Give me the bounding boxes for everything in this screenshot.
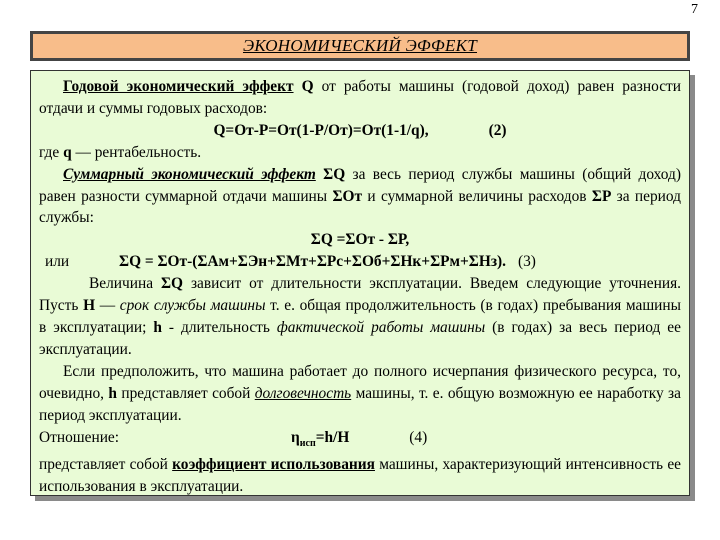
ratio-label: Отношение:	[39, 428, 120, 446]
term-annual-effect: Годовой экономический эффект	[63, 78, 294, 95]
term-utilization-coefficient: коэффициент использования	[172, 456, 375, 474]
term-service-life: срок службы машины	[119, 297, 266, 315]
text-fragment: т. е. общая продолжительность (в годах) пребывания машины в эксплуатации;	[39, 297, 681, 336]
formula-number: (4)	[409, 428, 428, 446]
text-fragment: представляет собой	[116, 384, 255, 402]
text-fragment: Если предположить, что машина работает до полного исчерпания физического ресурса, то, очевидно,	[39, 362, 681, 402]
symbol-h-upper: Н	[83, 297, 96, 315]
text-fragment: - длительность	[161, 318, 277, 336]
text-fragment: и суммарной величины расходов	[362, 187, 592, 205]
text-fragment: машины, т. е. общую возможную ее наработку за период эксплуатации.	[39, 384, 681, 424]
formula-or: или	[45, 253, 70, 271]
text-fragment: Величина	[89, 275, 161, 293]
symbol-sum-r: ΣР	[591, 187, 612, 205]
slide-title: ЭКОНОМИЧЕСКИЙ ЭФФЕКТ	[242, 36, 478, 55]
paragraph-duration	[39, 273, 681, 361]
text-fragment: — рентабельность.	[71, 143, 202, 161]
formula-number: (2)	[488, 121, 507, 139]
text-fragment: представляет собой	[39, 456, 173, 474]
formula-text: ΣQ = ΣОт-(ΣАм+ΣЭн+ΣМт+ΣРс+ΣОб+ΣНк+ΣРм+ΣНз).	[119, 253, 506, 271]
formula-text: ΣQ =ΣОт - ΣР,	[310, 231, 410, 249]
paragraph-text: от работы машины (годовой доход) равен разности отдачи и суммы годовых расходов:	[39, 78, 681, 117]
text-fragment: зависит от длительности эксплуатации. Введем следующие уточнения. Пусть	[39, 275, 681, 315]
paragraph-utilization	[39, 454, 681, 498]
text-fragment: машины, характеризующий интенсивность ее использования в эксплуатации.	[39, 456, 681, 496]
text-fragment: за период службы:	[39, 187, 681, 227]
term-durability: долговечность	[254, 384, 352, 402]
formula-number: (3)	[517, 253, 536, 271]
formula-text: =h/H	[315, 428, 350, 446]
symbol-q-small: q	[63, 143, 72, 161]
paragraph-annual-effect	[39, 76, 681, 120]
formula-3	[39, 251, 681, 273]
formula-4	[39, 427, 681, 455]
text-fragment: (в годах) за весь период ее эксплуатации.	[39, 318, 681, 358]
paragraph-total-effect	[39, 164, 681, 230]
symbol-h-lower: h	[153, 318, 162, 336]
formula-sum	[39, 229, 681, 251]
symbol-sum-q: ΣQ	[323, 165, 346, 183]
text-fragment: где	[39, 143, 64, 161]
paragraph-where	[39, 142, 681, 164]
text-fragment: —	[95, 297, 120, 315]
symbol-eta: η	[291, 428, 300, 446]
content-box	[30, 70, 690, 496]
symbol-sum-ot: ΣОт	[332, 187, 363, 205]
symbol-subscript: исп	[299, 437, 316, 449]
text-fragment: за весь период службы машины (общий доход) равен разности суммарной отдачи машины	[39, 165, 681, 205]
formula-2	[39, 120, 681, 142]
formula-text: Q=От-Р=От(1-Р/От)=От(1-1/q),	[213, 121, 429, 139]
term-actual-work: фактической работы машины	[276, 318, 486, 336]
title-banner	[30, 31, 690, 61]
page-number: 7	[691, 2, 698, 17]
term-total-effect: Суммарный экономический эффект	[63, 165, 316, 183]
symbol-q: Q	[301, 78, 314, 95]
symbol-sum-q: ΣQ	[160, 275, 184, 293]
paragraph-durability	[39, 361, 681, 427]
symbol-h-lower: h	[108, 384, 117, 402]
